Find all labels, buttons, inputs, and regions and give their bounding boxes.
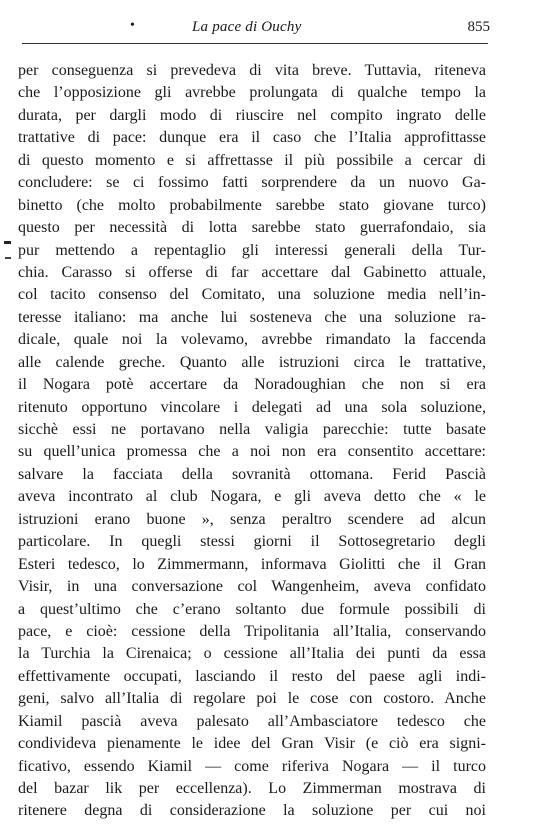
text-line: trattative di pace: dunque era il caso che l’Italia approfittasse <box>18 129 486 147</box>
text-line: istruzioni erano buone », senza peraltro scendere ad alcun <box>18 510 486 528</box>
text-line: ficativo, essendo Kiamil — come riferiva Nogara — il turco <box>18 757 486 775</box>
text-line: la Turchia la Cirenaica; o cessione all’Italia dei punti da essa <box>18 645 486 663</box>
margin-dash <box>5 257 11 259</box>
text-line: il Nogara potè accertare da Noradoughian che non si era <box>18 376 486 394</box>
text-line: binetto (che molto probabilmente sarebbe stato giovane turco) <box>18 196 486 214</box>
text-line: Esteri tedesco, lo Zimmermann, informava Giolitti che il Gran <box>18 555 486 573</box>
text-line: durata, per dargli modo di riuscire nel compito ingrato delle <box>18 106 486 124</box>
text-line: Kiamil pascià aveva palesato all’Ambasciatore tedesco che <box>18 712 486 730</box>
text-line: col tacito consenso del Comitato, una soluzione media nell’in- <box>18 286 486 304</box>
text-line: salvare la facciata della sovranità ottomana. Ferid Pascià <box>18 465 486 483</box>
header-mark: • <box>130 18 135 33</box>
text-line: condivideva pienamente le idee del Gran Visir (e ciò era signi- <box>18 735 486 753</box>
header-divider <box>22 43 488 44</box>
margin-dash <box>4 241 11 244</box>
text-line: Visir, in una conversazione col Wangenheim, aveva confidato <box>18 578 486 596</box>
text-line: di questo momento e si affrettasse il più possibile a cercar di <box>18 151 486 169</box>
text-line: concludere: se ci fossimo fatti sorprendere da un nuovo Ga- <box>18 174 486 192</box>
text-line: aveva incontrato al club Nogara, e gli aveva detto che « le <box>18 488 486 506</box>
text-line: del bazar lik per eccellenza). Lo Zimmerman mostrava di <box>18 780 486 797</box>
text-line: teresse italiano: ma anche lui sosteneva che una soluzione ra- <box>18 308 486 326</box>
margin-annotation-mark <box>4 237 14 267</box>
text-line: questo per necessità di lotta sarebbe stato guerrafondaio, sia <box>18 219 486 237</box>
running-title: La pace di Ouchy <box>192 19 302 35</box>
text-line: a quest’ultimo che c’erano soltanto due formule possibili di <box>18 600 486 618</box>
text-line: dicale, quale noi la volevamo, avrebbe rimandato la faccenda <box>18 331 486 349</box>
text-line: alle calende greche. Quanto alle istruzioni circa le trattative, <box>18 353 486 371</box>
text-line: ritenere degna di considerazione la soluzione per cui noi <box>18 802 486 820</box>
text-line: geni, salvo all’Italia di regolare poi le cose con costoro. Anche <box>18 690 486 708</box>
body-text <box>18 60 486 823</box>
text-line: che l’opposizione gli avrebbe prolungata di qualche tempo la <box>18 84 486 102</box>
running-header <box>22 18 490 40</box>
text-line: effettivamente occupati, lasciando il resto del paese agli indi- <box>18 667 486 685</box>
text-line: particolare. In quegli stessi giorni il Sottosegretario degli <box>18 533 486 551</box>
text-line: ritenuto opportuno vincolare i delegati ad una sola soluzione, <box>18 398 486 416</box>
page-number: 855 <box>467 19 490 35</box>
text-line: chia. Carasso si offerse di far accettare dal Gabinetto attuale, <box>18 263 486 281</box>
text-line: su quell’unica promessa che a noi non era consentito accettare: <box>18 443 486 461</box>
text-line: pur mettendo a repentaglio gli interessi generali della Tur- <box>18 241 486 259</box>
text-line: per conseguenza si prevedeva di vita breve. Tuttavia, riteneva <box>18 62 486 79</box>
text-line: sicchè essi ne portavano nella valigia parecchie: tutte basate <box>18 421 486 438</box>
text-line: pace, e cioè: cessione della Tripolitania all’Italia, conservando <box>18 622 486 640</box>
